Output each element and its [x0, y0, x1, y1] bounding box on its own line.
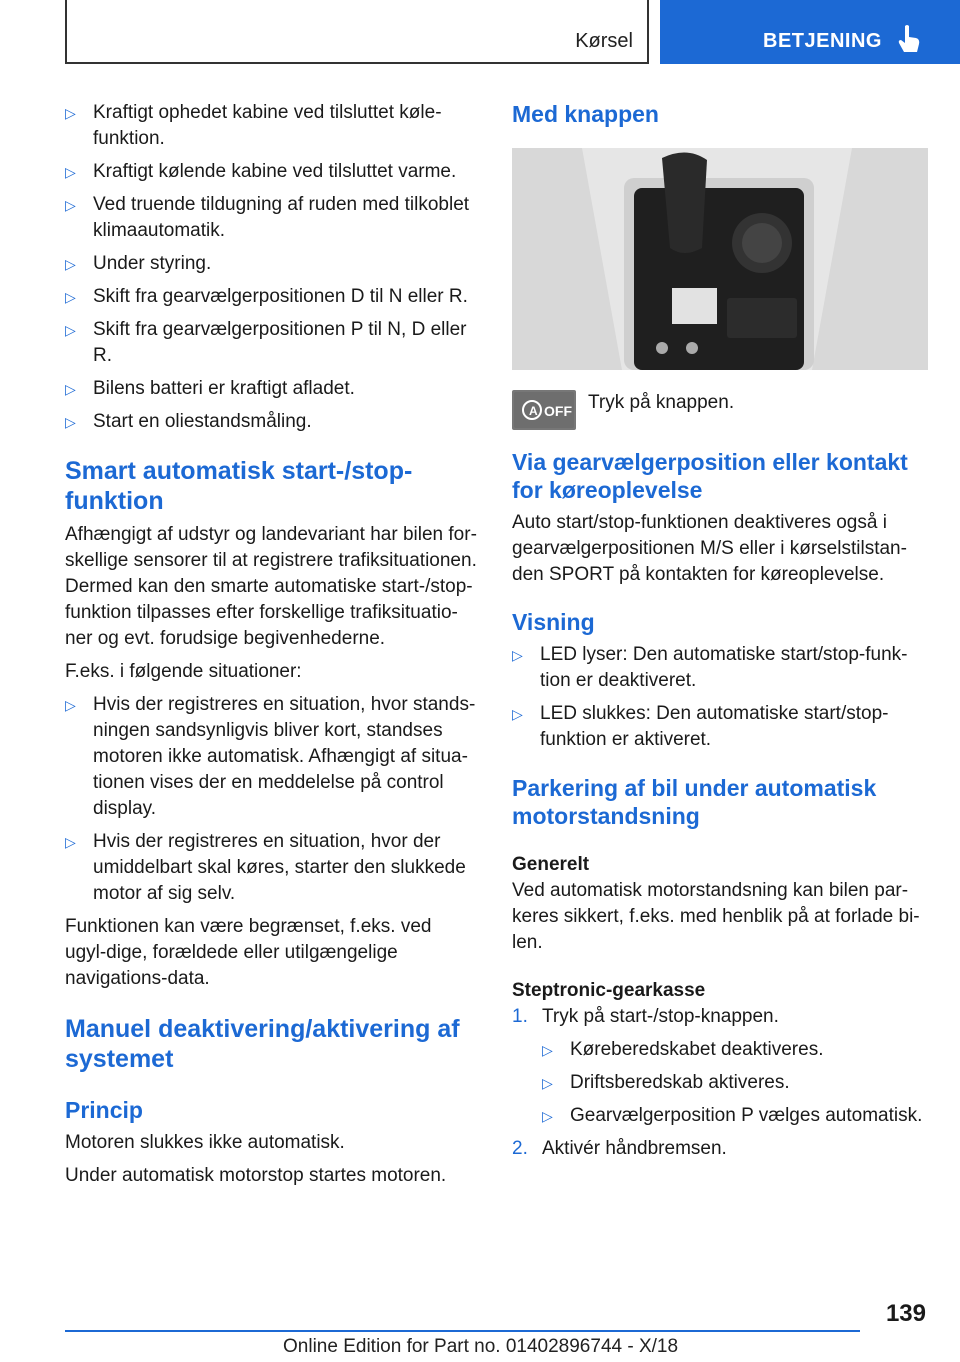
triangle-bullet-icon: ▷	[65, 256, 76, 272]
triangle-bullet-icon: ▷	[65, 697, 76, 713]
triangle-bullet-icon: ▷	[65, 414, 76, 430]
display-heading: Visning	[512, 609, 595, 635]
button-method-heading: Med knappen	[512, 101, 659, 127]
list-item: ▷ Skift fra gearvælgerpositionen P til N, D eller R.	[65, 319, 467, 366]
list-item: ▷ Start en oliestandsmåling.	[65, 409, 477, 435]
list-item: ▷ Skift fra gearvælgerpositionen D til N eller R.	[65, 284, 477, 310]
manual-deactivation-heading: Manuel deaktivering/aktivering af systemet	[65, 1015, 460, 1073]
parking-heading: Parkering af bil under automatisk motorstandsning	[512, 775, 877, 829]
general-subheading: Generelt	[512, 854, 590, 875]
triangle-bullet-icon: ▷	[512, 647, 523, 663]
list-item: ▷ LED slukkes: Den automatiske start/stop-funktion er aktiveret.	[512, 703, 889, 750]
list-item: ▷ Kraftigt kølende kabine ved tilsluttet varme.	[65, 159, 477, 185]
svg-text:A: A	[529, 404, 538, 418]
smart-bullet-list	[65, 692, 477, 907]
triangle-bullet-icon: ▷	[65, 197, 76, 213]
triangle-bullet-icon: ▷	[65, 381, 76, 397]
right-column	[512, 100, 928, 1169]
step-item: 1. Tryk på start-/stop-knappen.	[512, 1006, 779, 1027]
step-1-sub-list	[542, 1037, 928, 1129]
top-bullet-list	[65, 100, 477, 435]
display-bullet-list	[512, 642, 928, 753]
list-item: ▷ Ved truende tildugning af ruden med tilkoblet klimaautomatik.	[65, 194, 470, 241]
list-item: ▷ Hvis der registreres en situation, hvor stands-ningen sandsynligvis bliver kort, standses motoren ikke automatisk. Afhængigt af situa-tionen vises der en meddelelse på control display.	[65, 694, 476, 819]
triangle-bullet-icon: ▷	[65, 289, 76, 305]
button-instruction: Tryk på knappen.	[588, 392, 735, 413]
steptronic-subheading: Steptronic-gearkasse	[512, 980, 706, 1001]
auto-start-stop-off-button-icon	[512, 390, 576, 430]
list-item: ▷ Gearvælgerposition P vælges automatisk.	[542, 1103, 928, 1129]
page-number: 139	[885, 1300, 926, 1327]
triangle-bullet-icon: ▷	[65, 164, 76, 180]
off-button-row	[512, 390, 928, 434]
header-section-title: Kørsel	[575, 30, 633, 52]
steptronic-steps	[512, 1004, 928, 1030]
list-item: ▷ Kraftigt ophedet kabine ved tilsluttet køle-funktion.	[65, 102, 442, 149]
gear-selector-paragraph: Auto start/stop-funktionen deaktiveres også i gearvælgerpositionen M/S eller i kørselstilstan-den SPORT på kontakten for køreoplevelse.	[512, 512, 907, 585]
center-console-photo	[512, 148, 928, 370]
svg-text:OFF: OFF	[544, 403, 572, 419]
smart-examples-intro: F.eks. i følgende situationer:	[65, 661, 302, 682]
smart-start-stop-heading: Smart automatisk start-/stop-funktion	[65, 457, 413, 515]
list-item: ▷ Driftsberedskab aktiveres.	[542, 1070, 928, 1096]
triangle-bullet-icon: ▷	[65, 322, 76, 338]
pointing-hand-icon	[896, 24, 922, 54]
steptronic-steps-continued	[512, 1136, 928, 1162]
triangle-bullet-icon: ▷	[512, 706, 523, 722]
list-item: ▷ LED lyser: Den automatiske start/stop-funk-tion er deaktiveret.	[512, 644, 908, 691]
list-item: ▷ Køreberedskabet deaktiveres.	[542, 1037, 928, 1063]
general-paragraph: Ved automatisk motorstandsning kan bilen par-keres sikkert, f.eks. med henblik på at forlade bi-len.	[512, 880, 920, 953]
triangle-bullet-icon: ▷	[542, 1108, 553, 1124]
triangle-bullet-icon: ▷	[542, 1075, 553, 1091]
center-console-illustration	[512, 148, 928, 370]
triangle-bullet-icon: ▷	[542, 1042, 553, 1058]
list-item: ▷ Bilens batteri er kraftigt afladet.	[65, 376, 477, 402]
list-item: ▷ Hvis der registreres en situation, hvor der umiddelbart skal køres, starter den slukkede motor af sig selv.	[65, 831, 466, 904]
step-item: 2. Aktivér håndbremsen.	[512, 1138, 727, 1159]
header-section-box	[65, 0, 649, 64]
principle-heading: Princip	[65, 1097, 143, 1123]
gear-selector-heading: Via gearvælgerposition eller kontakt for køreoplevelse	[512, 449, 908, 503]
left-column	[65, 100, 477, 1189]
principle-paragraph-2: Under automatisk motorstop startes motoren.	[65, 1165, 447, 1186]
list-item: ▷ Under styring.	[65, 251, 477, 277]
header-chapter-title: BETJENING	[763, 30, 882, 52]
smart-paragraph: Afhængigt af udstyr og landevariant har bilen for-skellige sensorer til at registrere trafiksituationen. Dermed kan den smarte automatiske start-/stop-funktion tilpasses efter forskellige trafiksituatio-ner og evt. forudsige begivenhederne.	[65, 524, 477, 649]
footer-divider	[65, 1330, 860, 1332]
smart-limitation-paragraph: Funktionen kan være begrænset, f.eks. ved ugyl-dige, forældede eller utilgængelige navigations-data.	[65, 916, 432, 989]
triangle-bullet-icon: ▷	[65, 834, 76, 850]
header-chapter-tab	[660, 0, 960, 64]
triangle-bullet-icon: ▷	[65, 105, 76, 121]
principle-paragraph-1: Motoren slukkes ikke automatisk.	[65, 1132, 345, 1153]
footer-edition: Online Edition for Part no. 01402896744 - X/18	[283, 1336, 679, 1357]
